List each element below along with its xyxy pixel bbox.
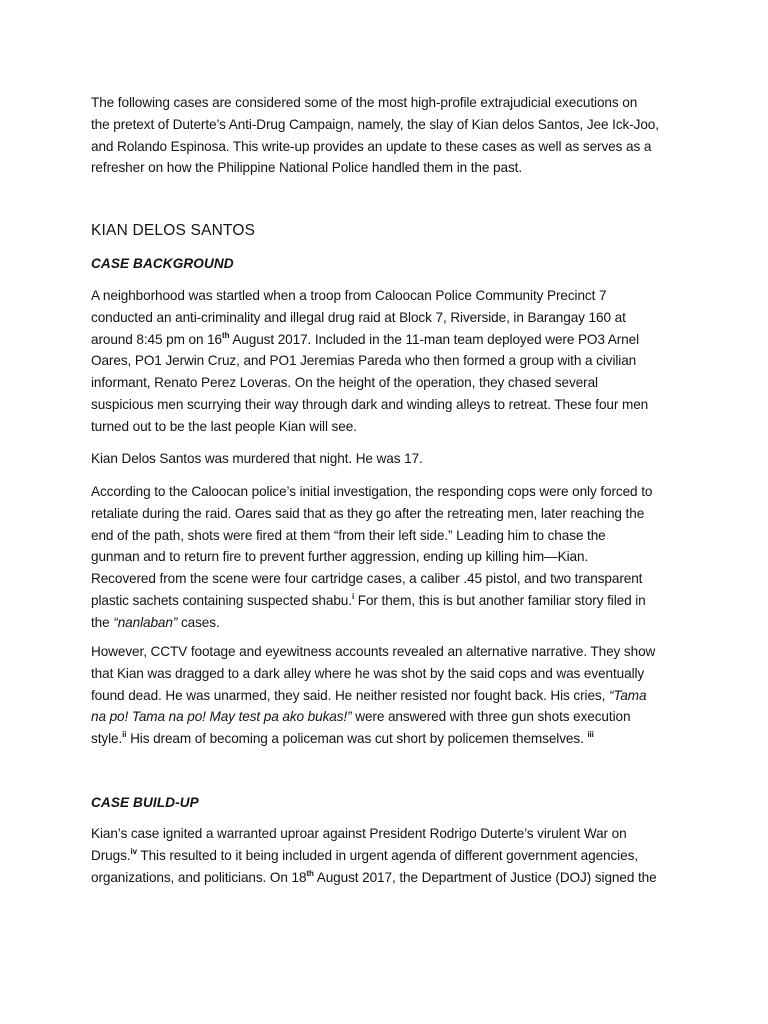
text-line: refresher on how the Philippine National Police handled them in the past. [91, 160, 522, 176]
emphasis-text: “Tama [608, 687, 647, 703]
text-line: retaliate during the raid. Oares said that as they go after the retreating men, later reaching the [91, 505, 645, 521]
text-line: end of the path, shots were fired at them “from their left side.” Leading him to chase the [91, 527, 606, 543]
footnote-marker: iv [130, 846, 137, 856]
intro-paragraph [91, 92, 691, 179]
text-line: style.$^{ii}$ His dream of becoming a policeman was cut short by policemen themselves. $^{iii}$ [91, 730, 594, 747]
text-line: informant, Renato Perez Loveras. On the height of the operation, they chased several [91, 375, 598, 391]
text-line: According to the Caloocan police’s initial investigation, the responding cops were only forced to [91, 484, 653, 499]
ordinal-superscript: th [306, 868, 314, 878]
subheading-case-buildup: CASE BUILD-UP [91, 795, 199, 810]
text-line: organizations, and politicians. On 18th August 2017, the Department of Justice (DOJ) signed the [91, 868, 657, 885]
emphasis-text: na po! Tama na po! May test pa ako bukas!” [91, 709, 352, 725]
text-line: found dead. He was unarmed, they said. He neither resisted nor fought back. His cries, “Tama [91, 687, 647, 703]
paragraph-case-buildup [91, 823, 691, 888]
text-line: suspicious men scurrying their way through dark and winding alleys to retreat. These four men [91, 396, 649, 412]
text-line: and Rolando Espinosa. This write-up provides an update to these cases as well as serves as a [91, 138, 652, 154]
text-line: that Kian was dragged to a dark alley where he was shot by the said cops and was eventually [91, 665, 645, 681]
text-line: The following cases are considered some of the most high-profile extrajudicial executions on [91, 95, 638, 110]
text-line: Oares, PO1 Jerwin Cruz, and PO1 Jeremias Pareda who then formed a group with a civilian [91, 353, 637, 369]
text-line: Drugs.$^{iv}$ This resulted to it being included in urgent agenda of different government agencies, [91, 846, 638, 863]
text-line: turned out to be the last people Kian will see. [91, 418, 357, 434]
text-line: the pretext of Duterte’s Anti-Drug Campaign, namely, the slay of Kian delos Santos, Jee Ick-Joo, [91, 116, 659, 132]
footnote-marker: ii [122, 730, 127, 740]
text-line: However, CCTV footage and eyewitness accounts revealed an alternative narrative. They show [91, 644, 656, 659]
text-line: Kian Delos Santos was murdered that night. He was 17. [91, 451, 423, 466]
paragraph-police-investigation [91, 481, 691, 634]
text-line: Kian’s case ignited a warranted uproar against President Rodrigo Duterte’s virulent War on [91, 826, 627, 841]
text-line: around 8:45 pm on 16th August 2017. Included in the 11-man team deployed were PO3 Arnel [91, 330, 640, 347]
text-line: plastic sachets containing suspected shabu.$^i$ For them, this is but another familiar story filed in [91, 591, 646, 608]
text-line: A neighborhood was startled when a troop from Caloocan Police Community Precinct 7 [91, 288, 607, 303]
text-line: conducted an anti-criminality and illegal drug raid at Block 7, Riverside, in Barangay 160 at [91, 309, 626, 325]
paragraph-raid-narrative [91, 285, 691, 438]
section-title: KIAN DELOS SANTOS [91, 222, 256, 239]
paragraph-murder-statement [91, 448, 691, 470]
footnote-marker: iii [587, 730, 594, 740]
ordinal-superscript: th [222, 330, 230, 340]
text-line: Recovered from the scene were four cartridge cases, a caliber .45 pistol, and two transparent [91, 571, 643, 587]
text-line: gunman and to return fire to prevent further aggression, ending up killing him—Kian. [91, 549, 589, 565]
text-line: na po! Tama na po! May test pa ako bukas!” were answered with three gun shots execution [91, 709, 631, 725]
paragraph-cctv-evidence [91, 641, 691, 750]
text-line: the “nanlaban” cases. [91, 614, 220, 630]
footnote-marker: i [351, 591, 355, 601]
subheading-case-background: CASE BACKGROUND [91, 256, 234, 271]
emphasis-text: “nanlaban” [113, 614, 178, 630]
